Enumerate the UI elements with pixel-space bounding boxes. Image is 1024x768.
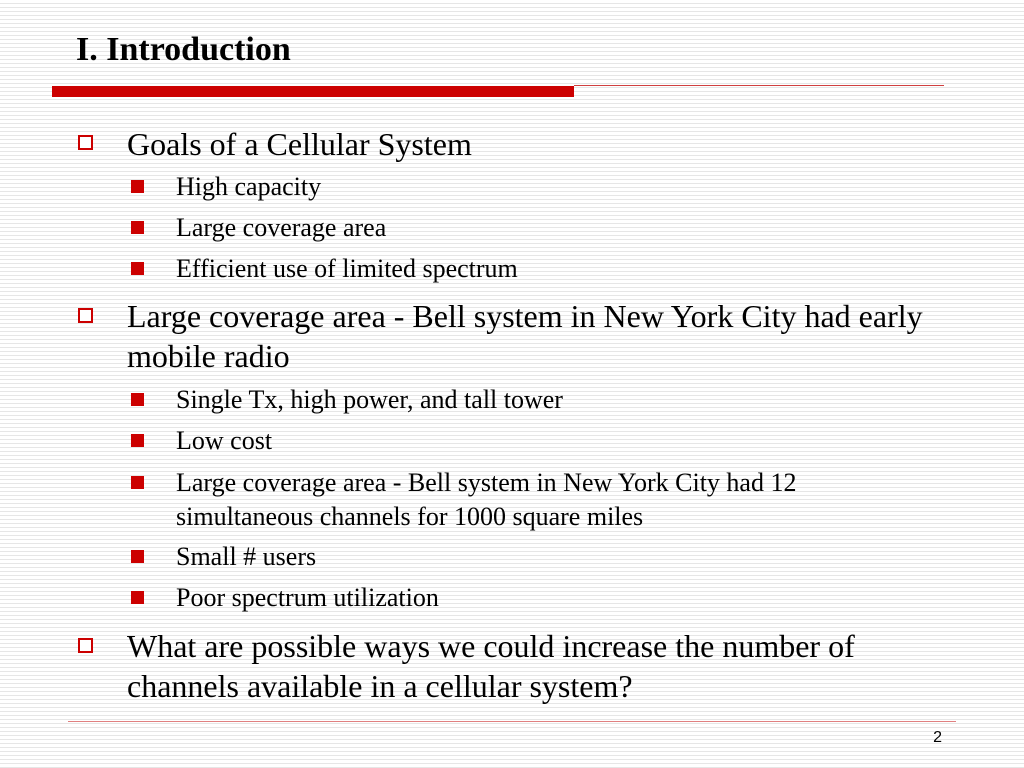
hollow-square-bullet-icon xyxy=(78,308,93,323)
filled-square-bullet-icon xyxy=(131,550,144,563)
sub-bullet-single-tx: Single Tx, high power, and tall tower xyxy=(176,385,563,414)
slide-title: I. Introduction xyxy=(76,31,291,68)
sub-bullet-12-channels: Large coverage area - Bell system in New York City had 12 simultaneous channels for 1000 square miles xyxy=(176,468,797,531)
footer-divider-line xyxy=(68,721,956,722)
sub-bullet-efficient-spectrum: Efficient use of limited spectrum xyxy=(176,254,518,283)
filled-square-bullet-icon xyxy=(131,393,144,406)
hollow-square-bullet-icon xyxy=(78,135,93,150)
title-divider-line xyxy=(574,85,944,86)
sub-bullet-small-users: Small # users xyxy=(176,542,317,571)
filled-square-bullet-icon xyxy=(131,180,144,193)
filled-square-bullet-icon xyxy=(131,434,144,447)
filled-square-bullet-icon xyxy=(131,591,144,604)
sub-bullet-high-capacity: High capacity xyxy=(176,172,322,201)
bullet-bell-system: Large coverage area - Bell system in New York City had early mobile radio xyxy=(127,298,923,374)
sub-bullet-low-cost: Low cost xyxy=(176,426,273,455)
filled-square-bullet-icon xyxy=(131,476,144,489)
filled-square-bullet-icon xyxy=(131,262,144,275)
bullet-question: What are possible ways we could increase the number of channels available in a cellular system? xyxy=(127,628,855,704)
sub-bullet-large-coverage: Large coverage area xyxy=(176,213,387,242)
filled-square-bullet-icon xyxy=(131,221,144,234)
title-accent-bar xyxy=(52,86,574,97)
hollow-square-bullet-icon xyxy=(78,638,93,653)
page-number: 2 xyxy=(933,729,942,746)
bullet-goals: Goals of a Cellular System xyxy=(127,126,472,162)
sub-bullet-poor-utilization: Poor spectrum utilization xyxy=(176,583,439,612)
